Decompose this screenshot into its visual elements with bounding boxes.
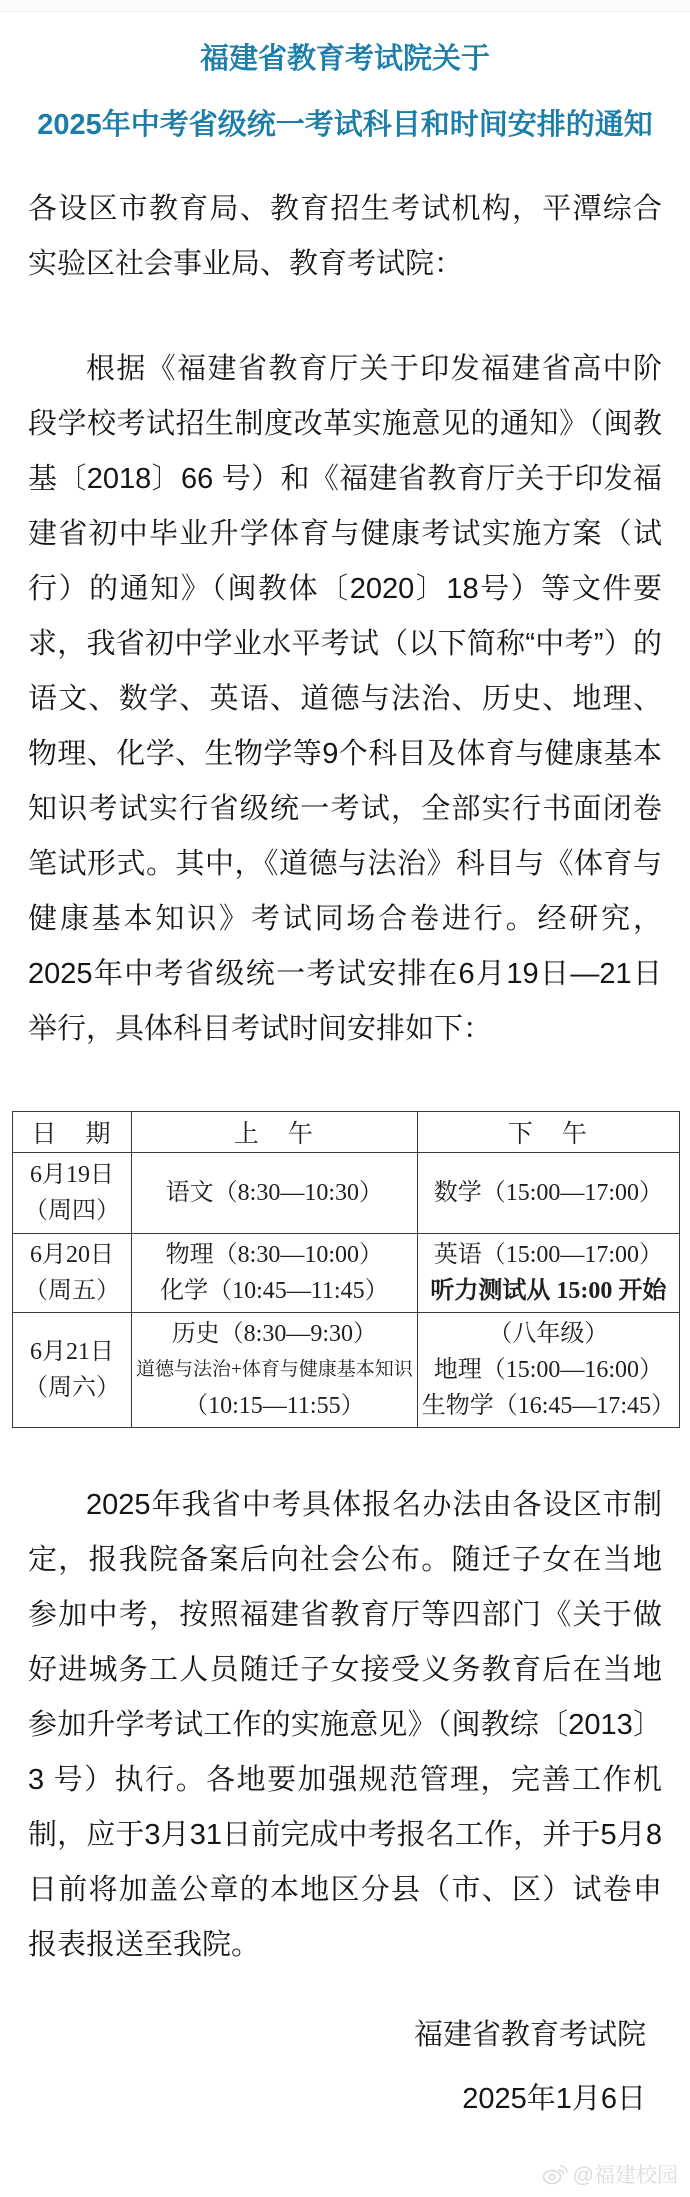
schedule-cell-line: 物理（8:30—10:00） bbox=[165, 1242, 384, 1268]
paragraph-policy-basis: 根据《福建省教育厅关于印发福建省高中阶段学校考试招生制度改革实施意见的通知》（闽教基〔2018〕66 号）和《福建省教育厅关于印发福建省初中毕业升学体育与健康考试实施方案（试行）的通知》（闽教体〔2020〕18号）等文件要求，我省初中学业水平考试（以下简称“中考”）的语文、数学、英语、道德与法治、历史、地理、物理、化学、生物学等9个科目及体育与健康基本知识考试实行省级统一考试，全部实行书面闭卷笔试形式。其中，《道德与法治》科目与《体育与健康基本知识》考试同场合卷进行。经研究，2025年中考省级统一考试安排在6月19日—21日举行，具体科目考试时间安排如下： bbox=[28, 353, 662, 1045]
schedule-row bbox=[13, 1153, 680, 1234]
morning-cell bbox=[132, 1234, 418, 1313]
schedule-cell-line: 6月20日 bbox=[30, 1242, 114, 1268]
schedule-row bbox=[13, 1234, 680, 1313]
schedule-cell-line: 英语（15:00—17:00） bbox=[433, 1242, 664, 1268]
morning-cell bbox=[132, 1313, 418, 1428]
date-cell bbox=[13, 1313, 132, 1428]
date-cell bbox=[13, 1153, 132, 1234]
watermark-text: @福建校园 bbox=[572, 2164, 678, 2187]
header-morning: 上 午 bbox=[132, 1112, 418, 1153]
signature-block bbox=[0, 2003, 646, 2131]
header-date: 日 期 bbox=[13, 1112, 132, 1153]
exam-schedule-table bbox=[12, 1111, 680, 1428]
schedule-cell-line: 6月21日 bbox=[30, 1339, 114, 1365]
header-afternoon: 下 午 bbox=[417, 1112, 679, 1153]
schedule-cell-line: 数学（15:00—17:00） bbox=[433, 1180, 664, 1206]
paragraph-registration: 2025年我省中考具体报名办法由各设区市制定，报我院备案后向社会公布。随迁子女在当地参加中考，按照福建省教育厅等四部门《关于做好进城务工人员随迁子女接受义务教育后在当地参加升学考试工作的实施意见》（闽教综〔2013〕3 号）执行。各地要加强规范管理，完善工作机制，应于3月31日前完成中考报名工作，并于5月8日前将加盖公章的本地区分县（市、区）试卷申报表报送至我院。 bbox=[28, 1489, 662, 1961]
afternoon-cell bbox=[417, 1313, 679, 1428]
notice-title-line1: 福建省教育考试院关于 bbox=[199, 43, 490, 75]
schedule-cell-line: 化学（10:45—11:45） bbox=[160, 1278, 389, 1304]
schedule-cell-line: 道德与法治+体育与健康基本知识 bbox=[136, 1359, 413, 1380]
schedule-cell-line: （周六） bbox=[24, 1375, 120, 1401]
schedule-cell-line: 听力测试从 15:00 开始 bbox=[430, 1278, 667, 1304]
schedule-header-row bbox=[13, 1112, 680, 1153]
date-cell bbox=[13, 1234, 132, 1313]
schedule-cell-line: （周四） bbox=[24, 1198, 120, 1224]
schedule-cell-line: 地理（15:00—16:00） bbox=[433, 1357, 664, 1383]
schedule-cell-line: 生物学（16:45—17:45） bbox=[421, 1393, 676, 1419]
schedule-cell-line: 6月19日 bbox=[30, 1162, 114, 1188]
weibo-icon bbox=[542, 2163, 568, 2185]
schedule-cell-line: 历史（8:30—9:30） bbox=[171, 1321, 378, 1347]
schedule-row bbox=[13, 1313, 680, 1428]
morning-cell bbox=[132, 1153, 418, 1234]
top-divider bbox=[0, 0, 690, 12]
schedule-cell-line: （10:15—11:55） bbox=[184, 1393, 365, 1419]
salutation-line: 各设区市教育局、教育招生考试机构，平潭综合实验区社会事业局、教育考试院： bbox=[28, 193, 662, 280]
signature-org: 福建省教育考试院 bbox=[413, 2019, 646, 2051]
schedule-cell-line: （周五） bbox=[24, 1278, 120, 1304]
afternoon-cell bbox=[417, 1153, 679, 1234]
notice-title bbox=[24, 26, 666, 158]
watermark bbox=[542, 2159, 678, 2189]
signature-date: 2025年1月6日 bbox=[462, 2083, 646, 2115]
afternoon-cell bbox=[417, 1234, 679, 1313]
notice-title-line2: 2025年中考省级统一考试科目和时间安排的通知 bbox=[37, 109, 653, 141]
schedule-cell-line: （八年级） bbox=[488, 1321, 609, 1347]
schedule-cell-line: 语文（8:30—10:30） bbox=[165, 1180, 384, 1206]
